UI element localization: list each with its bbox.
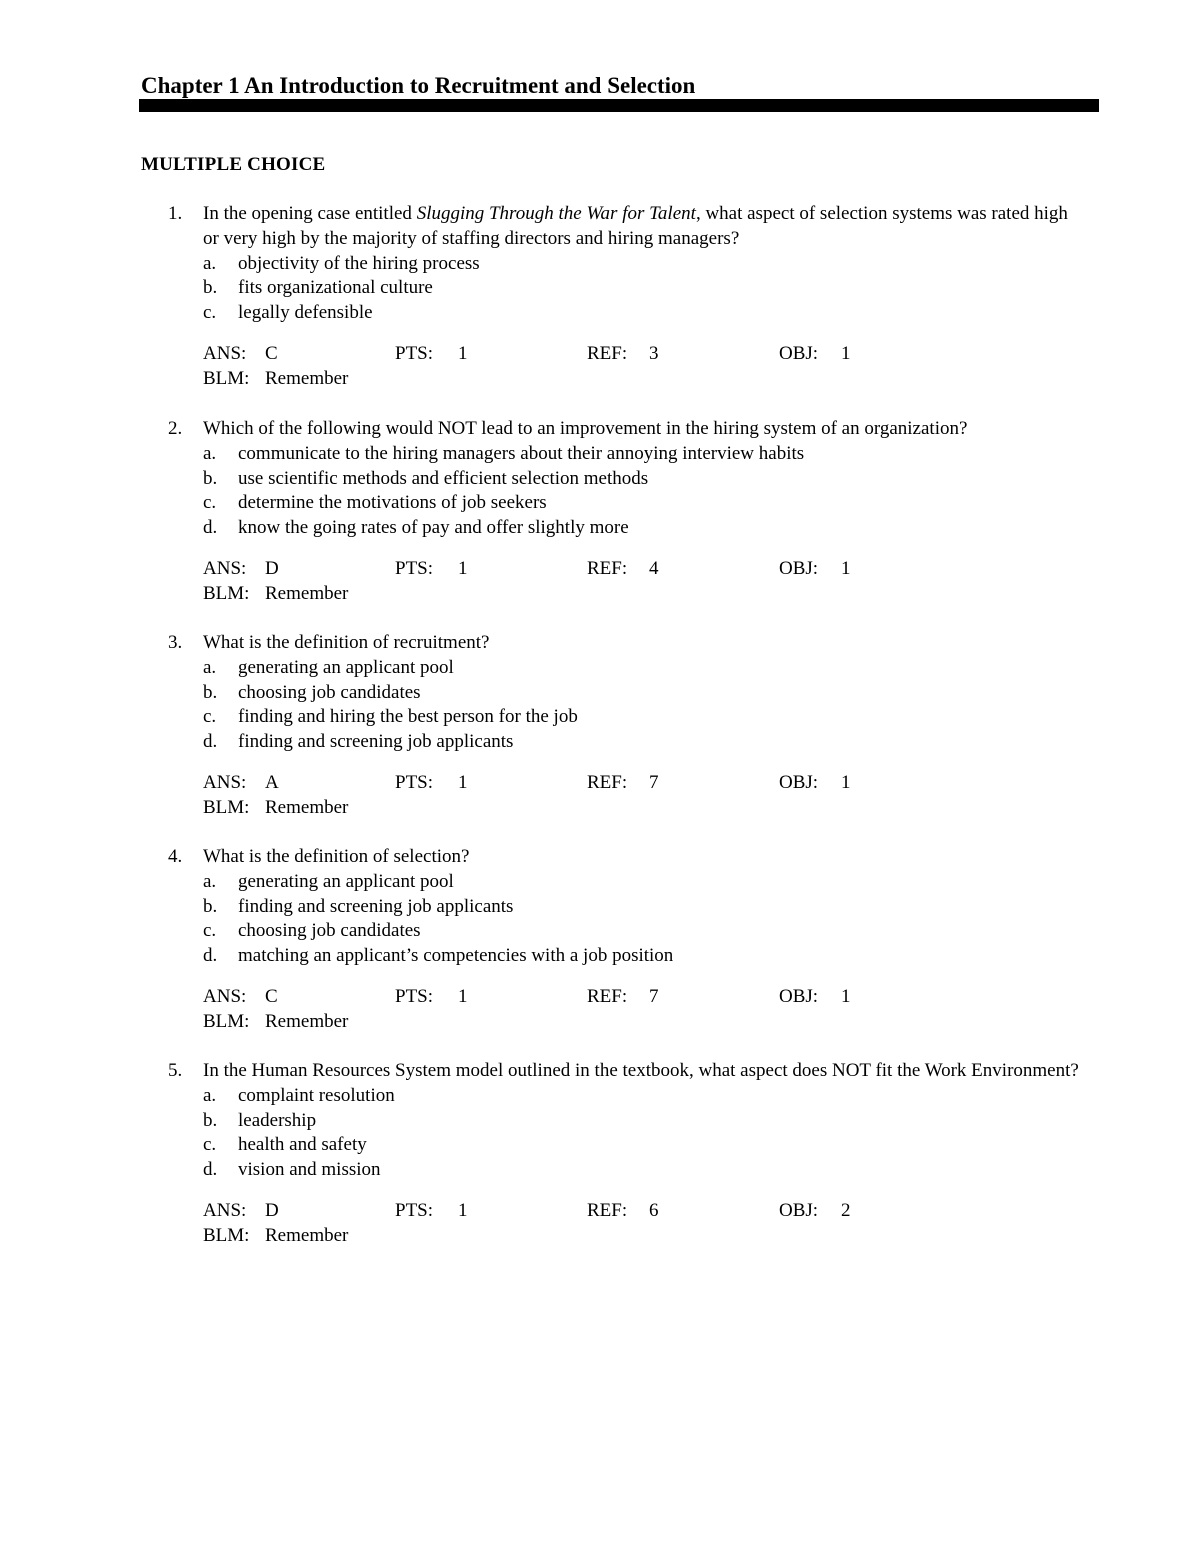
option-text: choosing job candidates — [238, 681, 421, 703]
option-text: complaint resolution — [238, 1084, 395, 1106]
option-text: finding and hiring the best person for the job — [238, 706, 578, 728]
option-text: choosing job candidates — [238, 920, 421, 942]
question-stem — [168, 631, 1088, 656]
ref-value: 7 — [649, 985, 659, 1007]
answer-row — [203, 557, 1088, 582]
option-b — [168, 681, 1088, 706]
option-letter: a. — [203, 442, 217, 464]
question-stem-text: What is the definition of recruitment? — [203, 632, 490, 653]
question-5 — [168, 1059, 1088, 1249]
ans-label: ANS: — [203, 985, 247, 1007]
option-letter: a. — [203, 1084, 217, 1106]
option-text: leadership — [238, 1109, 317, 1131]
option-letter: b. — [203, 1109, 218, 1131]
option-d — [168, 1158, 1088, 1183]
question-3 — [168, 631, 1088, 821]
option-letter: d. — [203, 1159, 218, 1181]
ans-value: D — [265, 1199, 279, 1221]
ans-value: C — [265, 342, 278, 364]
question-stem-text — [203, 202, 1088, 252]
pts-value: 1 — [458, 1199, 468, 1221]
question-2 — [168, 417, 1088, 607]
obj-value: 1 — [841, 342, 851, 364]
option-text: use scientific methods and efficient selection methods — [238, 467, 649, 489]
option-b — [168, 895, 1088, 920]
stem-text-before: In the opening case entitled — [203, 203, 417, 224]
option-d — [168, 944, 1088, 969]
option-letter: d. — [203, 731, 218, 753]
blm-label: BLM: — [203, 1224, 250, 1246]
option-text: vision and mission — [238, 1159, 381, 1181]
option-letter: d. — [203, 945, 218, 967]
question-stem — [168, 202, 1088, 252]
ref-value: 4 — [649, 557, 659, 579]
blm-row — [203, 1010, 1088, 1035]
option-text: legally defensible — [238, 302, 373, 324]
option-letter: b. — [203, 467, 218, 489]
question-4 — [168, 845, 1088, 1035]
option-a — [168, 870, 1088, 895]
option-text: finding and screening job applicants — [238, 731, 514, 753]
blm-row — [203, 367, 1088, 392]
option-a — [168, 656, 1088, 681]
blm-label: BLM: — [203, 796, 250, 818]
blm-label: BLM: — [203, 1010, 250, 1032]
pts-label: PTS: — [395, 557, 434, 579]
option-b — [168, 467, 1088, 492]
blm-value: Remember — [265, 367, 349, 389]
answer-row — [203, 1199, 1088, 1224]
option-letter: a. — [203, 656, 217, 678]
option-letter: b. — [203, 895, 218, 917]
option-c — [168, 919, 1088, 944]
chapter-title: Chapter 1 An Introduction to Recruitment and Selection — [141, 73, 696, 98]
option-text: matching an applicant’s competencies with a job position — [238, 945, 674, 967]
question-number: 1. — [168, 203, 183, 224]
answer-metadata — [168, 557, 1088, 607]
title-rule — [139, 99, 1099, 112]
blm-value: Remember — [265, 1224, 349, 1246]
blm-row — [203, 796, 1088, 821]
ans-label: ANS: — [203, 771, 247, 793]
option-b — [168, 1109, 1088, 1134]
option-text: determine the motivations of job seekers — [238, 492, 547, 514]
ans-value: A — [265, 771, 279, 793]
option-d — [168, 516, 1088, 541]
option-c — [168, 491, 1088, 516]
pts-value: 1 — [458, 557, 468, 579]
option-c — [168, 1133, 1088, 1158]
answer-metadata — [168, 985, 1088, 1035]
ans-label: ANS: — [203, 342, 247, 364]
option-text: generating an applicant pool — [238, 870, 454, 892]
pts-value: 1 — [458, 985, 468, 1007]
ref-label: REF: — [587, 771, 628, 793]
question-number: 4. — [168, 846, 183, 867]
question-stem — [168, 845, 1088, 870]
question-number: 5. — [168, 1060, 183, 1081]
question-stem-text: What is the definition of selection? — [203, 846, 470, 867]
ref-value: 7 — [649, 771, 659, 793]
option-c — [168, 301, 1088, 326]
option-letter: c. — [203, 302, 217, 324]
option-text: communicate to the hiring managers about their annoying interview habits — [238, 442, 805, 464]
option-letter: c. — [203, 1134, 217, 1156]
pts-value: 1 — [458, 771, 468, 793]
question-stem — [168, 417, 1088, 442]
ref-value: 3 — [649, 342, 659, 364]
obj-label: OBJ: — [779, 985, 819, 1007]
blm-value: Remember — [265, 582, 349, 604]
obj-label: OBJ: — [779, 342, 819, 364]
case-title: Slugging Through the War for Talent — [416, 203, 696, 224]
obj-value: 1 — [841, 557, 851, 579]
answer-row — [203, 342, 1088, 367]
blm-value: Remember — [265, 1010, 349, 1032]
ans-label: ANS: — [203, 557, 247, 579]
question-number: 3. — [168, 632, 183, 653]
obj-label: OBJ: — [779, 771, 819, 793]
option-letter: c. — [203, 706, 217, 728]
pts-label: PTS: — [395, 342, 434, 364]
answer-metadata — [168, 1199, 1088, 1249]
option-letter: c. — [203, 492, 217, 514]
blm-label: BLM: — [203, 367, 250, 389]
option-text: objectivity of the hiring process — [238, 252, 480, 274]
option-d — [168, 730, 1088, 755]
stem-text-after: , what aspect of selection systems was rated high or very high by the majority of staffing directors and hiring managers? — [203, 203, 1068, 249]
pts-label: PTS: — [395, 771, 434, 793]
obj-label: OBJ: — [779, 1199, 819, 1221]
obj-value: 2 — [841, 1199, 851, 1221]
ref-label: REF: — [587, 342, 628, 364]
answer-metadata — [168, 771, 1088, 821]
option-letter: c. — [203, 920, 217, 942]
section-heading: MULTIPLE CHOICE — [141, 154, 326, 175]
answer-metadata — [168, 342, 1088, 392]
option-letter: a. — [203, 252, 217, 274]
question-1 — [168, 202, 1088, 392]
question-stem — [168, 1059, 1088, 1084]
question-number: 2. — [168, 418, 183, 439]
blm-row — [203, 1224, 1088, 1249]
obj-label: OBJ: — [779, 557, 819, 579]
option-letter: b. — [203, 277, 218, 299]
blm-value: Remember — [265, 796, 349, 818]
option-letter: a. — [203, 870, 217, 892]
option-a — [168, 252, 1088, 277]
blm-label: BLM: — [203, 582, 250, 604]
answer-row — [203, 771, 1088, 796]
pts-value: 1 — [458, 342, 468, 364]
option-text: know the going rates of pay and offer slightly more — [238, 517, 629, 539]
option-letter: b. — [203, 681, 218, 703]
option-text: fits organizational culture — [238, 277, 433, 299]
ref-value: 6 — [649, 1199, 659, 1221]
option-text: generating an applicant pool — [238, 656, 454, 678]
ref-label: REF: — [587, 557, 628, 579]
option-letter: d. — [203, 517, 218, 539]
option-a — [168, 442, 1088, 467]
option-a — [168, 1084, 1088, 1109]
option-text: health and safety — [238, 1134, 367, 1156]
option-b — [168, 276, 1088, 301]
blm-row — [203, 582, 1088, 607]
ref-label: REF: — [587, 1199, 628, 1221]
option-c — [168, 705, 1088, 730]
pts-label: PTS: — [395, 985, 434, 1007]
question-stem-text: In the Human Resources System model outlined in the textbook, what aspect does NOT fit the Work Environment? — [203, 1060, 1079, 1081]
question-stem-text: Which of the following would NOT lead to an improvement in the hiring system of an organization? — [203, 418, 968, 439]
ans-label: ANS: — [203, 1199, 247, 1221]
answer-row — [203, 985, 1088, 1010]
option-text: finding and screening job applicants — [238, 895, 514, 917]
obj-value: 1 — [841, 985, 851, 1007]
pts-label: PTS: — [395, 1199, 434, 1221]
ref-label: REF: — [587, 985, 628, 1007]
ans-value: D — [265, 557, 279, 579]
ans-value: C — [265, 985, 278, 1007]
obj-value: 1 — [841, 771, 851, 793]
